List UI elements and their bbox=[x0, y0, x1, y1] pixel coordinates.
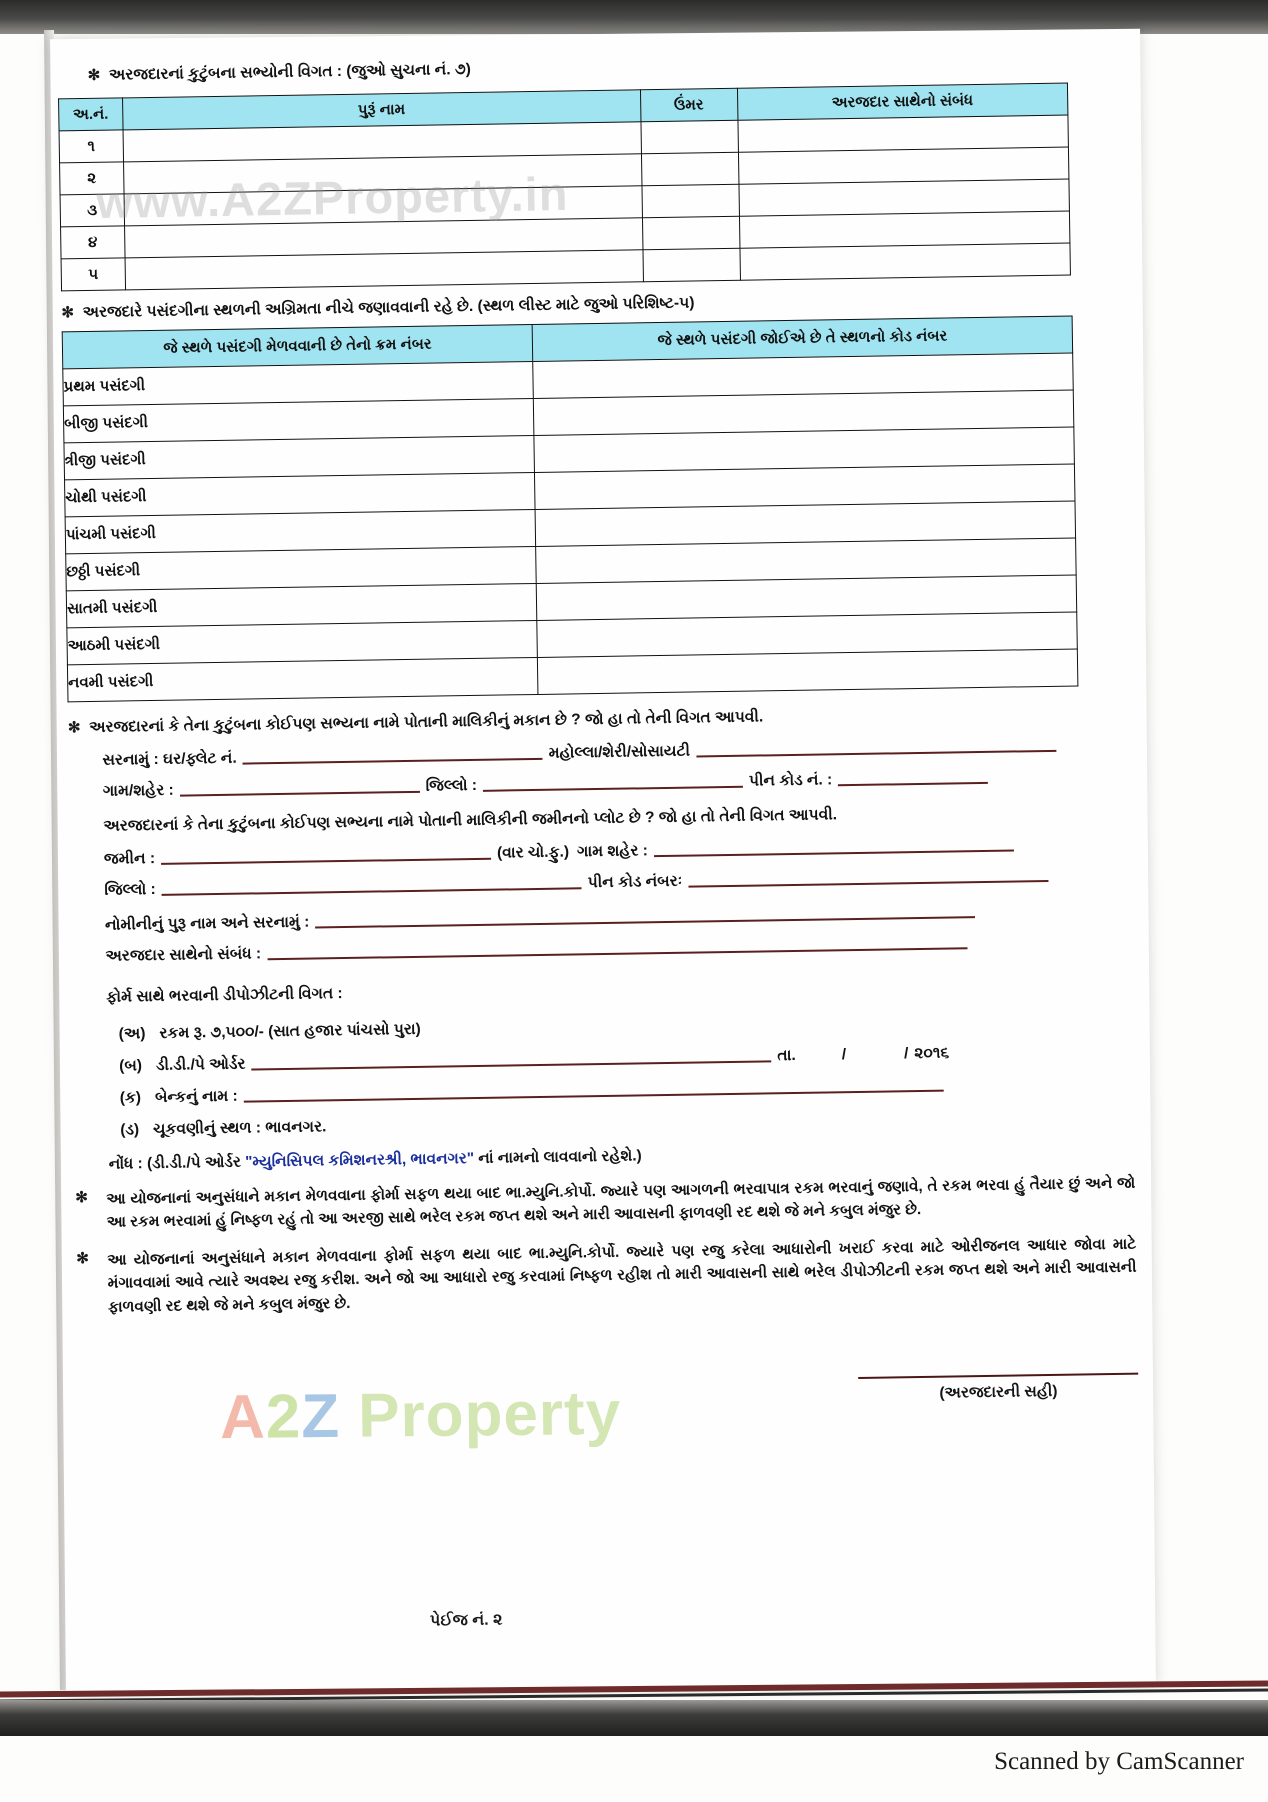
land-district-row bbox=[104, 866, 1130, 900]
preference-heading-text: અરજદારે પસંદગીના સ્થળની અગ્રિમતા નીચે જણાવવાની રહે છે. (સ્થળ લીસ્ટ માટે જુઓ પરિશિષ્ટ-૫) bbox=[82, 294, 695, 322]
family-row-age-input[interactable] bbox=[641, 120, 738, 154]
land-question-text: અરજદારનાં કે તેના કુટુંબના કોઈપણ સભ્યના નામે પોતાની માલિકીની જમીનનો પ્લોટ છે ? જો હા તો તેની વિગત આપવી. bbox=[103, 806, 838, 835]
signature-line[interactable] bbox=[858, 1355, 1138, 1379]
land-district-label: જિલ્લો : bbox=[104, 881, 156, 900]
house-locality-label: મહોલ્લા/શેરી/સોસાયટી bbox=[548, 742, 691, 762]
house-address-label: સરનામું : ઘર/ફ્લેટ નં. bbox=[102, 749, 237, 769]
family-section-heading bbox=[87, 55, 647, 87]
family-row-sr: ૪ bbox=[61, 226, 125, 259]
star-bullet-icon: ✻ bbox=[67, 718, 81, 736]
deposit-item-dd bbox=[119, 1041, 1133, 1075]
deposit-note-payee: "મ્યુનિસિપલ કમિશનરશ્રી, ભાવનગર" bbox=[245, 1149, 475, 1171]
family-row-sr: ૨ bbox=[60, 162, 124, 195]
house-address-row bbox=[102, 736, 1128, 770]
deposit-dd-number-input[interactable] bbox=[251, 1048, 771, 1070]
family-members-table bbox=[58, 83, 1071, 292]
deposit-bank-label: બેન્કનું નામ : bbox=[154, 1087, 238, 1106]
land-district-input[interactable] bbox=[162, 876, 582, 897]
family-row-age-input[interactable] bbox=[641, 152, 738, 186]
watermark-brand-word: Property bbox=[357, 1378, 622, 1451]
family-row-age-input[interactable] bbox=[642, 184, 739, 218]
deposit-bank-name-input[interactable] bbox=[244, 1077, 944, 1102]
house-question bbox=[68, 699, 1128, 739]
deposit-heading-text: ફોર્મ સાથે ભરવાની ડીપોઝીટની વિગત : bbox=[106, 985, 343, 1007]
deposit-dd-label: ડી.ડી./પે ઓર્ડર bbox=[155, 1055, 246, 1074]
preference-col-code-header: જે સ્થળે પસંદગી જોઈએ છે તે સ્થળનો કોડ નંબર bbox=[532, 316, 1073, 361]
preference-table bbox=[62, 315, 1079, 702]
deposit-place-marker: (ડ) bbox=[120, 1120, 140, 1139]
family-row-sr: ૧ bbox=[59, 130, 123, 163]
nominee-name-row bbox=[105, 901, 1131, 935]
family-row-age-input[interactable] bbox=[643, 248, 740, 282]
preference-label: પાંચમી પસંદગી bbox=[65, 509, 536, 553]
deposit-place-text: ચૂકવણીનું સ્થળ : ભાવનગર. bbox=[152, 1117, 327, 1138]
nominee-name-input[interactable] bbox=[315, 904, 975, 928]
family-row-relation-input[interactable] bbox=[737, 115, 1068, 152]
land-village-label: ગામ શહેર : bbox=[576, 842, 649, 861]
land-area-row bbox=[104, 835, 1130, 869]
watermark-brand-z: Z bbox=[300, 1381, 341, 1452]
house-district-input[interactable] bbox=[483, 774, 743, 792]
preference-code-input[interactable] bbox=[537, 648, 1078, 693]
land-pincode-input[interactable] bbox=[688, 868, 1048, 888]
deposit-heading bbox=[106, 970, 1132, 1009]
family-row-relation-input[interactable] bbox=[739, 243, 1070, 280]
land-unit-label: (વાર ચો.ફુ.) bbox=[496, 843, 570, 862]
house-locality-input[interactable] bbox=[696, 738, 1056, 758]
deposit-item-bank bbox=[120, 1073, 1134, 1107]
deposit-date-slash-1: / bbox=[841, 1045, 847, 1063]
deposit-bank-marker: (ક) bbox=[119, 1088, 142, 1107]
deposit-item-amount bbox=[119, 1009, 1133, 1043]
deposit-dd-marker: (બ) bbox=[119, 1056, 143, 1075]
declaration-1-text: આ યોજનાનાં અનુસંધાને મકાન મેળવવાના ફોર્મા સફળ થયા બાદ ભા.મ્યુનિ.કોર્પો. જ્યારે પણ આગળની ભરવાપાત્ર રકમ ભરવાનું જણાવે, તે રકમ ભરવા હું તૈયાર છું અને જો આ રકમ ભરવામાં હું નિષ્ફળ રહું તો આ અરજી સાથે ભરેલ રકમ જપ્ત થશે અને મારી આવાસની ફાળવણી રદ થશે જે મને કબુલ મંજુર છે. bbox=[106, 1174, 1136, 1231]
family-row-name-input[interactable] bbox=[125, 250, 643, 290]
house-village-label: ગામ/શહેર : bbox=[102, 781, 174, 800]
page-number: પેઈજ નં. ૨ bbox=[429, 1611, 503, 1630]
house-pincode-input[interactable] bbox=[838, 770, 988, 786]
family-row-relation-input[interactable] bbox=[739, 211, 1070, 248]
watermark-url: www.A2ZProperty.in bbox=[95, 166, 569, 229]
house-village-row bbox=[103, 767, 1129, 801]
deposit-date-slash-2: / bbox=[903, 1044, 909, 1062]
signature-label: (અરજદારની સહી) bbox=[939, 1383, 1058, 1403]
family-col-relation-header: અરજદાર સાથેનો સંબંધ bbox=[737, 83, 1068, 120]
preference-label: સાતમી પસંદગી bbox=[66, 583, 537, 627]
family-col-name-header: પુરૂં નામ bbox=[122, 90, 640, 130]
signature-box bbox=[858, 1355, 1139, 1404]
watermark-brand-2: 2 bbox=[265, 1382, 302, 1452]
nominee-relation-input[interactable] bbox=[267, 935, 967, 960]
camscanner-footer: Scanned by CamScanner bbox=[994, 1748, 1244, 1775]
deposit-note bbox=[109, 1139, 1135, 1173]
scan-bottom-shadow bbox=[0, 1700, 1268, 1736]
deposit-date-label: તા. bbox=[777, 1046, 796, 1064]
house-village-input[interactable] bbox=[180, 779, 420, 797]
family-row-sr: ૫ bbox=[61, 258, 125, 291]
house-district-label: જિલ્લો : bbox=[425, 776, 478, 795]
family-col-age-header: ઉંમર bbox=[640, 88, 737, 122]
star-bullet-icon: ✻ bbox=[76, 1249, 89, 1267]
preference-label: આઠમી પસંદગી bbox=[67, 620, 538, 664]
star-bullet-icon: ✻ bbox=[61, 304, 75, 322]
nominee-relation-label: અરજદાર સાથેનો સંબંધ : bbox=[105, 945, 262, 966]
family-row-relation-input[interactable] bbox=[738, 147, 1069, 184]
preference-label: નવમી પસંદગી bbox=[67, 657, 538, 701]
family-col-sr-header: અ.નં. bbox=[59, 98, 123, 131]
deposit-note-prefix: નોંધ : (ડી.ડી./પે ઓર્ડર bbox=[108, 1153, 246, 1173]
deposit-item-place bbox=[120, 1105, 1134, 1139]
land-area-input[interactable] bbox=[161, 846, 491, 865]
declaration-1 bbox=[75, 1171, 1136, 1235]
form-content bbox=[57, 38, 1142, 1674]
preference-label: ત્રીજી પસંદગી bbox=[64, 435, 535, 479]
preference-label: બીજી પસંદગી bbox=[63, 398, 534, 442]
preference-label: છઠ્ઠી પસંદગી bbox=[66, 546, 537, 590]
deposit-amount-marker: (અ) bbox=[118, 1024, 146, 1043]
signature-area bbox=[78, 1355, 1139, 1417]
nominee-relation-row bbox=[105, 932, 1131, 966]
watermark-brand-a: A bbox=[219, 1382, 267, 1453]
family-heading-text: અરજદારનાં કુટુંબના સભ્યોની વિગત : (જુઓ સુચના નં. ૭) bbox=[108, 60, 471, 84]
star-bullet-icon: ✻ bbox=[75, 1188, 89, 1206]
house-flat-no-input[interactable] bbox=[243, 746, 543, 765]
declaration-2-text: આ યોજનાનાં અનુસંધાને મકાન મેળવવાના ફોર્મા સફળ થયા બાદ ભા.મ્યુનિ.કોર્પો. જ્યારે પણ રજુ કરેલા આધારોની ખરાઈ કરવા માટે ઓરીજનલ આધાર જોવા માટે મંગાવવામાં આવે ત્યારે અવશ્ય રજુ કરીશ. અને જો આ આધારો રજુ કરવામાં નિષ્ફળ રહીશ તો મારી આવાસની સાથે ભરેલ ડીપોઝીટની રકમ જપ્ત થશે અને મારી આવાસની ફાળવણી રદ થશે જે મને કબુલ મંજુર છે. bbox=[107, 1235, 1137, 1316]
deposit-date-year: ૨૦૧૬ bbox=[914, 1044, 950, 1062]
land-village-input[interactable] bbox=[654, 838, 1014, 858]
family-row-age-input[interactable] bbox=[642, 216, 739, 250]
land-question bbox=[103, 799, 1129, 838]
declaration-2 bbox=[76, 1232, 1137, 1319]
house-pincode-label: પીન કોડ નં. : bbox=[748, 771, 833, 790]
family-row-sr: ૩ bbox=[60, 194, 124, 227]
nominee-name-label: નોમીનીનું પુરૂ નામ અને સરનામું : bbox=[104, 913, 310, 935]
land-label: જમીન : bbox=[103, 850, 156, 869]
preference-label: પ્રથમ પસંદગી bbox=[63, 361, 534, 405]
family-row-relation-input[interactable] bbox=[738, 179, 1069, 216]
house-question-text: અરજદારનાં કે તેના કુટુંબના કોઈપણ સભ્યના નામે પોતાની માલિકીનું મકાન છે ? જો હા તો તેની વિગત આપવી. bbox=[89, 707, 764, 736]
deposit-amount-text: રકમ રૂ. ૭,૫૦૦/- (સાત હજાર પાંચસો પુરા) bbox=[159, 1020, 421, 1042]
land-pincode-label: પીન કોડ નંબરઃ bbox=[587, 872, 683, 892]
preference-label: ચોથી પસંદગી bbox=[65, 472, 536, 516]
deposit-note-suffix: નાં નામનો લાવવાનો રહેશે.) bbox=[473, 1146, 642, 1167]
star-bullet-icon: ✻ bbox=[87, 66, 101, 84]
preference-col-order-header: જે સ્થળે પસંદગી મેળવવાની છે તેનો ક્રમ નંબર bbox=[62, 324, 533, 368]
